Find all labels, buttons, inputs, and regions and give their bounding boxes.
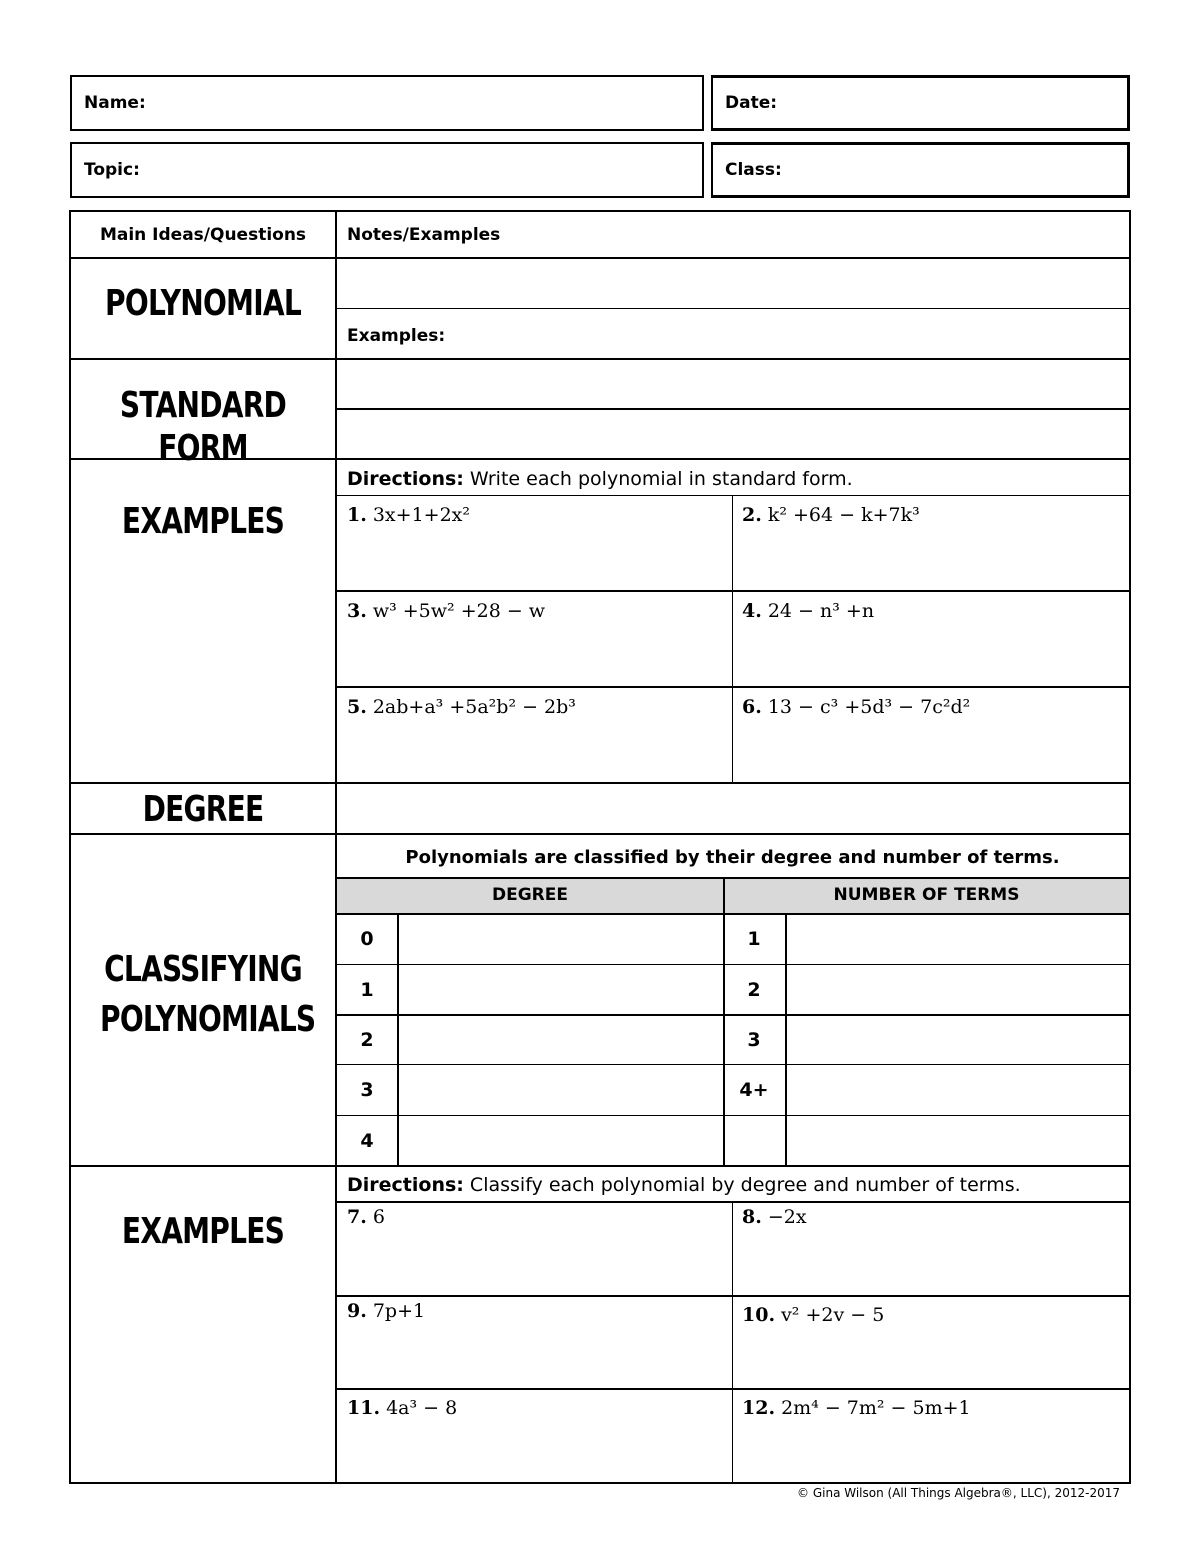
degree-row-1: 1 <box>360 979 374 1001</box>
degree-row-0: 0 <box>360 928 374 950</box>
terms-row-4plus: 4+ <box>739 1079 769 1101</box>
problem-11: 11. 4a³ − 8 <box>347 1397 458 1419</box>
degree-column-header: DEGREE <box>492 885 568 905</box>
terms-row-1: 1 <box>747 928 761 950</box>
directions-1: Directions: Write each polynomial in standard form. <box>347 468 853 490</box>
directions-2: Directions: Classify each polynomial by degree and number of terms. <box>347 1174 1021 1196</box>
problem-2: 2. k² +64 − k+7k³ <box>742 504 920 526</box>
terms-row-2: 2 <box>747 979 761 1001</box>
polynomial-examples-label: Examples: <box>347 326 446 346</box>
problem-12: 12. 2m⁴ − 7m² − 5m+1 <box>742 1397 971 1419</box>
classifying-title-line1: CLASSIFYING <box>104 949 302 990</box>
problem-4: 4. 24 − n³ +n <box>742 600 875 622</box>
class-field[interactable] <box>711 142 1130 198</box>
date-field[interactable] <box>711 75 1130 131</box>
name-field[interactable] <box>70 75 704 131</box>
classifying-title-line2: POLYNOMIALS <box>100 999 316 1040</box>
degree-row-3: 3 <box>360 1079 374 1101</box>
main-ideas-header: Main Ideas/Questions <box>99 225 307 245</box>
terms-column-header: NUMBER OF TERMS <box>833 885 1020 905</box>
examples-title-2: EXAMPLES <box>121 1211 285 1252</box>
copyright-footer: © Gina Wilson (All Things Algebra®, LLC), 2012-2017 <box>797 1486 1120 1500</box>
problem-7: 7. 6 <box>347 1206 385 1228</box>
problem-8: 8. −2x <box>742 1206 807 1228</box>
standard-form-title: STANDARD FORM <box>119 385 287 470</box>
classifying-intro: Polynomials are classified by their degree and number of terms. <box>405 847 1060 868</box>
problem-9: 9. 7p+1 <box>347 1300 426 1322</box>
problem-6: 6. 13 − c³ +5d³ − 7c²d² <box>742 696 971 718</box>
degree-row-2: 2 <box>360 1029 374 1051</box>
terms-row-3: 3 <box>747 1029 761 1051</box>
date-label: Date: <box>725 93 778 113</box>
topic-field[interactable] <box>70 142 704 198</box>
class-label: Class: <box>725 160 782 180</box>
examples-title-1: EXAMPLES <box>121 501 285 542</box>
problem-10: 10. v² +2v − 5 <box>742 1304 885 1326</box>
degree-row-4: 4 <box>360 1130 374 1152</box>
notes-examples-header: Notes/Examples <box>347 225 501 245</box>
problem-3: 3. w³ +5w² +28 − w <box>347 600 546 622</box>
topic-label: Topic: <box>84 160 140 180</box>
notes-table <box>69 210 1131 1484</box>
polynomial-title: POLYNOMIAL <box>105 283 301 324</box>
problem-5: 5. 2ab+a³ +5a²b² − 2b³ <box>347 696 576 718</box>
name-label: Name: <box>84 93 146 113</box>
degree-title: DEGREE <box>142 789 264 830</box>
problem-1: 1. 3x+1+2x² <box>347 504 470 526</box>
